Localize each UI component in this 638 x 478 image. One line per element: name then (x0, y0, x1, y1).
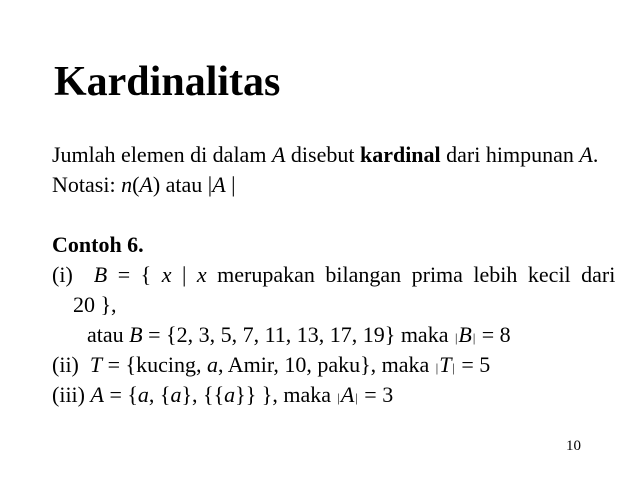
text-line-example-i-line2: 20 }, (73, 292, 117, 317)
text-line-notation: Notasi: n(A) atau |A | (52, 172, 236, 197)
text-line-intro: Jumlah elemen di dalam A disebut kardinal dari himpunan A. (52, 142, 599, 167)
text-line-spacer (52, 200, 612, 230)
text-line-example-iii: (iii) A = {a, {a}, {{a}} }, maka |A| = 3 (52, 382, 394, 407)
page-number: 10 (566, 438, 581, 454)
text-line-example-i-line1: (i) B = { x | x merupakan bilangan prima lebih kecil dari (52, 262, 616, 287)
text-line-example-ii: (ii) T = {kucing, a, Amir, 10, paku}, maka |T| = 5 (52, 352, 491, 377)
slide-title: Kardinalitas (54, 59, 281, 105)
text-line-example-i-line3: atau B = {2, 3, 5, 7, 11, 13, 17, 19} maka |B| = 8 (87, 322, 511, 347)
slide-body (52, 140, 616, 410)
text-line-contoh-heading: Contoh 6. (52, 232, 144, 257)
